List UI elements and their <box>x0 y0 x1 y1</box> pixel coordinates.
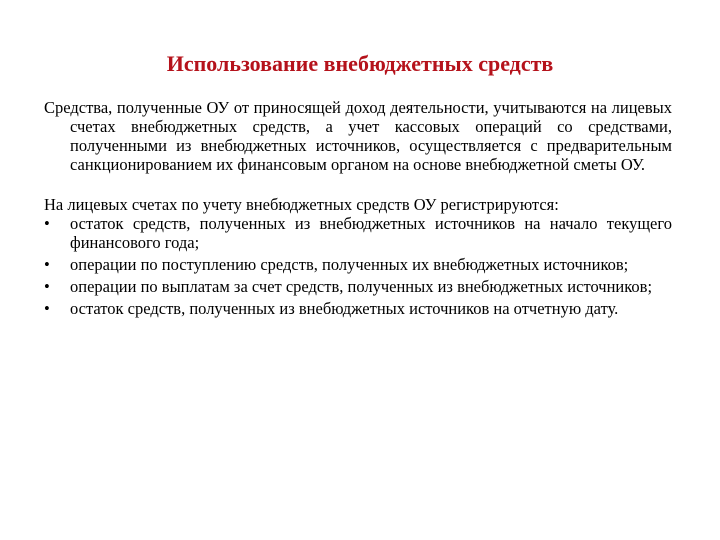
bullet-icon: • <box>44 277 50 296</box>
bullet-icon: • <box>44 255 50 274</box>
slide-title: Использование внебюджетных средств <box>166 51 554 76</box>
list-item <box>44 214 672 252</box>
registered-items-list <box>44 214 672 318</box>
list-item <box>44 255 672 274</box>
bullet-icon: • <box>44 299 50 318</box>
slide-body <box>44 98 672 321</box>
list-item-text: остаток средств, полученных из внебюджетных источников на начало текущего финансового года; <box>70 214 672 252</box>
list-item-text: остаток средств, полученных из внебюджетных источников на отчетную дату. <box>70 299 619 318</box>
list-item <box>44 299 672 318</box>
list-item <box>44 277 672 296</box>
paragraph-funds-accounting: Средства, полученные ОУ от приносящей доход деятельности, учитываются на лицевых счетах внебюджетных средств, а учет кассовых операций со средствами, полученными из внебюджетных источников, осуществляется с предварительным санкционированием их финансовым органом на основе внебюджетной сметы ОУ. <box>44 98 672 174</box>
bullet-icon: • <box>44 214 50 233</box>
list-item-text: операции по выплатам за счет средств, полученных из внебюджетных источников; <box>70 277 653 296</box>
list-item-text: операции по поступлению средств, полученных их внебюджетных источников; <box>70 255 629 274</box>
paragraph-registered-lead: На лицевых счетах по учету внебюджетных средств ОУ регистрируются: <box>44 195 559 214</box>
